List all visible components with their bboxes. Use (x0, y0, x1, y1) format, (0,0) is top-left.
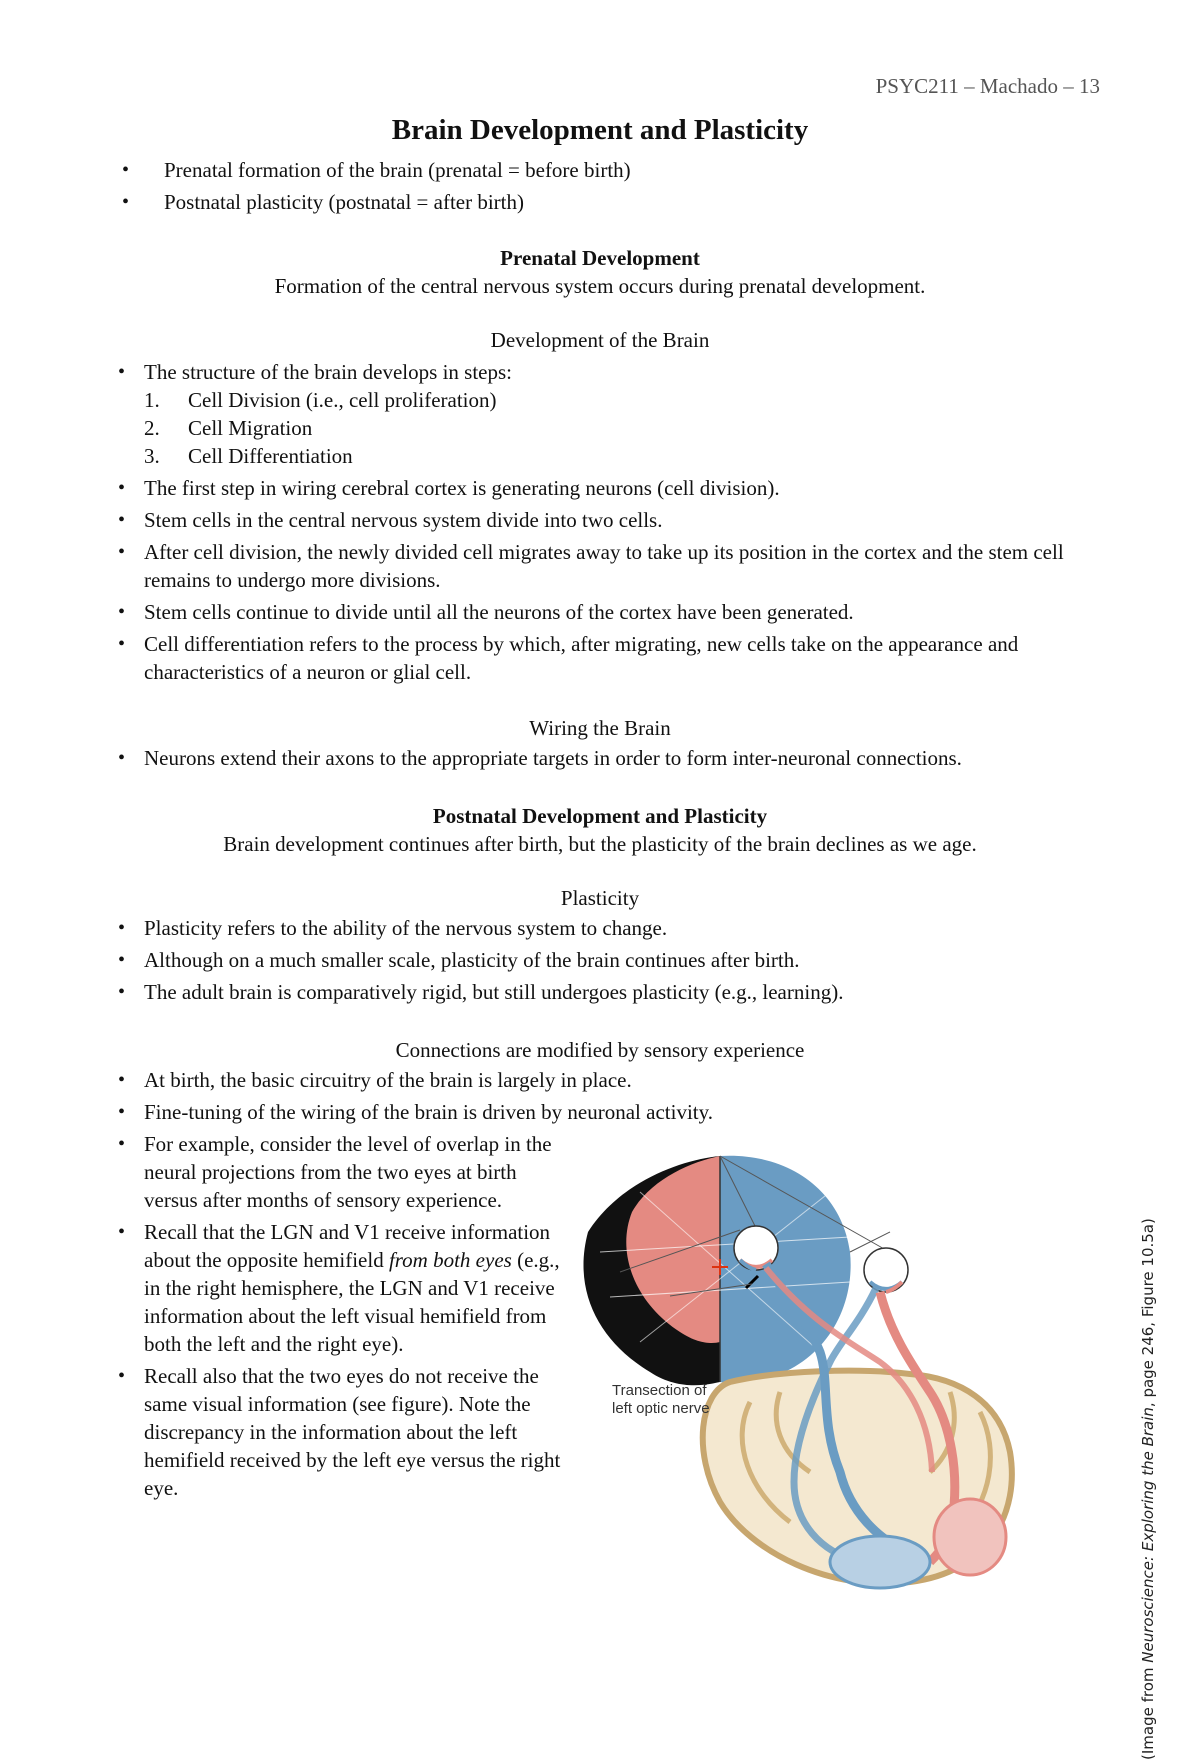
recall-emphasis: from both eyes (388, 1248, 512, 1272)
step-label: Cell Division (i.e., cell proliferation) (188, 388, 497, 412)
list-item: • Plasticity refers to the ability of the nervous system to change. (118, 914, 1118, 942)
transection-label-line: left optic nerve (612, 1400, 710, 1417)
list-item: • Postnatal plasticity (postnatal = after birth) (122, 188, 1022, 216)
right-visual-field (720, 1156, 851, 1383)
subheading-wiring: Wiring the Brain (529, 716, 671, 740)
left-eye-icon (734, 1226, 778, 1270)
list-item: • The structure of the brain develops in steps: (118, 358, 1098, 386)
step-number: 1. (144, 388, 160, 412)
list-item: • The adult brain is comparatively rigid, but still undergoes plasticity (e.g., learning). (118, 978, 1118, 1006)
step-number: 2. (144, 416, 160, 440)
list-item: • At birth, the basic circuitry of the brain is largely in place. (118, 1066, 1118, 1094)
visual-cortex-left (934, 1499, 1006, 1575)
connections-list (118, 1066, 1118, 1130)
source-title: Neuroscience: Exploring the Brain (1139, 1407, 1157, 1663)
source-text: (Image from (1139, 1662, 1157, 1760)
step-item (144, 414, 497, 442)
visual-cortex-right (830, 1536, 930, 1588)
steps-list (144, 386, 497, 470)
list-item: • The first step in wiring cerebral cortex is generating neurons (cell division). (118, 474, 1098, 502)
list-item (118, 1218, 568, 1358)
wiring-list (118, 744, 1118, 776)
list-item: • Although on a much smaller scale, plasticity of the brain continues after birth. (118, 946, 1118, 974)
list-item: • Cell differentiation refers to the process by which, after migrating, new cells take on the appearance and characteristics of a neuron or glial cell. (118, 630, 1098, 686)
figure-source-caption (1136, 1200, 1200, 1760)
list-item: • Recall also that the two eyes do not receive the same visual information (see figure). Note the discrepancy in the information about the left hemifield received by the left eye versus the right eye. (118, 1362, 568, 1502)
step-item (144, 442, 497, 470)
list-item: • Stem cells in the central nervous system divide into two cells. (118, 506, 1098, 534)
list-item: • For example, consider the level of overlap in the neural projections from the two eyes at birth versus after months of sensory experience. (118, 1130, 568, 1214)
section-subtitle-prenatal: Formation of the central nervous system occurs during prenatal development. (274, 274, 926, 298)
subheading-plasticity: Plasticity (560, 886, 640, 910)
list-item: • Neurons extend their axons to the appropriate targets in order to form inter-neuronal connections. (118, 744, 1118, 772)
subheading-development: Development of the Brain (490, 328, 710, 352)
page-title: Brain Development and Plasticity (391, 114, 809, 146)
list-item: • After cell division, the newly divided cell migrates away to take up its position in the cortex and the stem cell remains to undergo more divisions. (118, 538, 1098, 594)
section-heading-prenatal: Prenatal Development (500, 246, 700, 270)
page-header: PSYC211 – Machado – 13 (875, 74, 1100, 98)
recall-text: Recall that the LGN and V1 receive information about the opposite hemifield (144, 1220, 551, 1272)
step-label: Cell Differentiation (188, 444, 353, 468)
list-item: • Prenatal formation of the brain (prenatal = before birth) (122, 156, 1022, 184)
source-text: , page 246, Figure 10.5a) (1139, 1218, 1157, 1408)
recall-text: (e.g., in the right hemisphere, the LGN and V1 receive information about the left visual hemifield from both the left and the right eye). (144, 1248, 560, 1356)
step-item (144, 386, 497, 414)
section-heading-postnatal: Postnatal Development and Plasticity (432, 804, 768, 828)
right-eye-icon (864, 1248, 908, 1292)
intro-list (122, 156, 1022, 220)
eye-right (864, 1248, 908, 1292)
figure-text-list (118, 1130, 568, 1506)
subheading-connections: Connections are modified by sensory experience (395, 1038, 805, 1062)
step-label: Cell Migration (188, 416, 313, 440)
section-subtitle-postnatal: Brain development continues after birth, but the plasticity of the brain declines as we age. (223, 832, 977, 856)
plasticity-list (118, 914, 1118, 1010)
transection-label (612, 1382, 710, 1418)
list-item: • Fine-tuning of the wiring of the brain is driven by neuronal activity. (118, 1098, 1118, 1126)
list-item: • Stem cells continue to divide until all the neurons of the cortex have been generated. (118, 598, 1098, 626)
transection-label-line: Transection of (612, 1382, 707, 1399)
step-number: 3. (144, 444, 160, 468)
prenatal-bullets (118, 474, 1098, 690)
eye-left (734, 1226, 778, 1270)
